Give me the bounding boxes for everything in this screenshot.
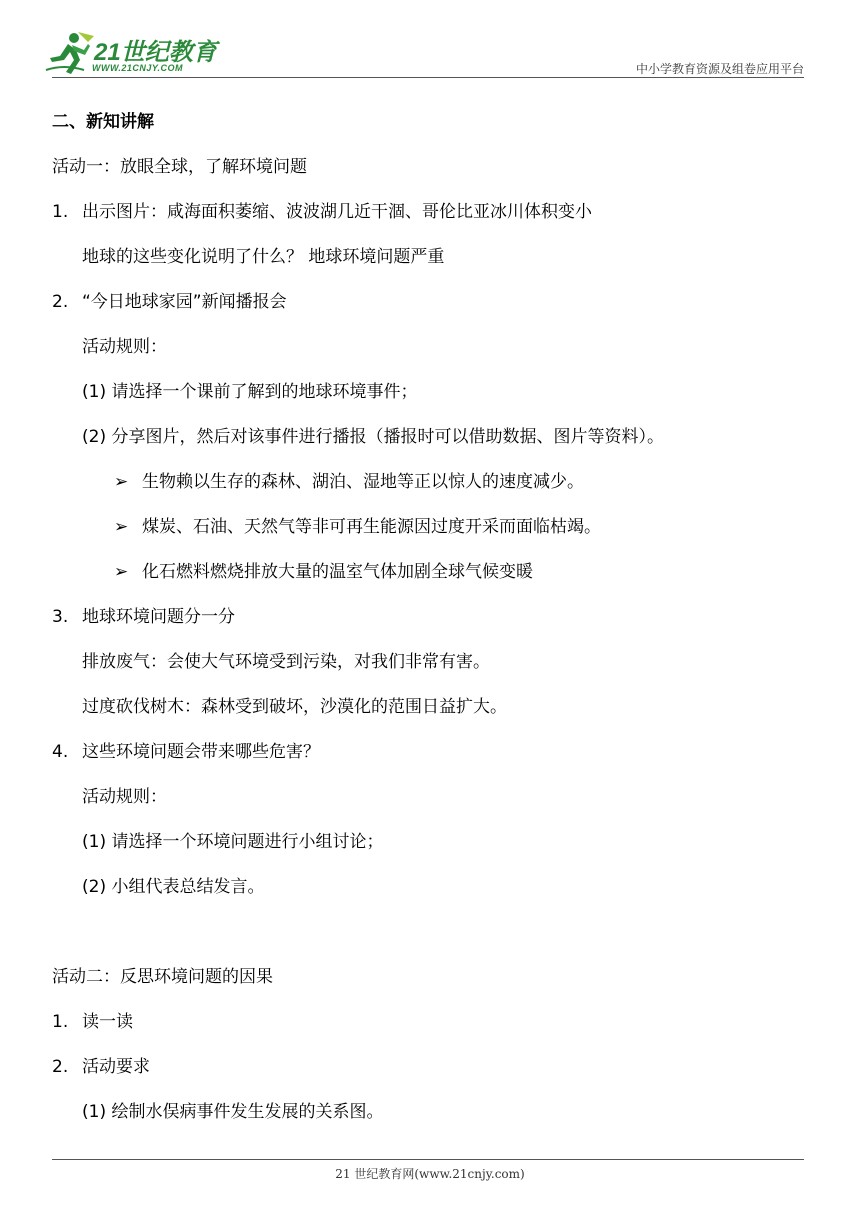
- header-divider: [52, 77, 804, 78]
- bullet-item: [114, 560, 533, 584]
- page-header: [0, 0, 860, 80]
- requirement-item: (1) 绘制水俣病事件发生发展的关系图。: [82, 1102, 384, 1122]
- activity-rules-label: 活动规则：: [82, 337, 167, 357]
- bullet-item: [114, 470, 584, 494]
- bullet-text: 生物赖以生存的森林、湖泊、湿地等正以惊人的速度减少。: [142, 472, 584, 492]
- footer-divider: [52, 1159, 804, 1160]
- activity-rules-label: 活动规则：: [82, 787, 167, 807]
- arrow-bullet-icon: ➢: [114, 472, 129, 492]
- bullet-item: [114, 515, 601, 539]
- header-platform-text: 中小学教育资源及组卷应用平台: [635, 62, 804, 76]
- list-item-text: 地球环境问题分一分: [82, 607, 235, 627]
- bullet-text: 化石燃料燃烧排放大量的温室气体加剧全球气候变暖: [142, 562, 533, 582]
- arrow-bullet-icon: ➢: [114, 562, 129, 582]
- list-number: 1.: [52, 1012, 69, 1032]
- rule-item: (2) 小组代表总结发言。: [82, 877, 265, 897]
- logo-brand-text: 21世纪教育: [94, 39, 217, 66]
- runner-logo-icon: [44, 30, 96, 76]
- rule-item: (2) 分享图片，然后对该事件进行播报（播报时可以借助数据、图片等资料）。: [82, 427, 664, 447]
- list-number: 2.: [52, 1057, 69, 1077]
- logo: [44, 30, 224, 78]
- list-number: 1.: [52, 202, 69, 222]
- arrow-bullet-icon: ➢: [114, 517, 129, 537]
- classification-item: 过度砍伐树木：森林受到破坏，沙漠化的范围日益扩大。: [82, 697, 507, 717]
- list-number: 3.: [52, 607, 69, 627]
- rule-item: (1) 请选择一个课前了解到的地球环境事件；: [82, 382, 418, 402]
- classification-item: 排放废气：会使大气环境受到污染，对我们非常有害。: [82, 652, 490, 672]
- rule-item: (1) 请选择一个环境问题进行小组讨论；: [82, 832, 384, 852]
- activity-one-heading: 活动一：放眼全球，了解环境问题: [52, 157, 307, 177]
- list-number: 4.: [52, 742, 69, 762]
- activity-two-heading: 活动二：反思环境问题的因果: [52, 967, 273, 987]
- logo-url-text: WWW.21CNJY.COM: [92, 63, 184, 73]
- page-footer: 21 世纪教育网(www.21cnjy.com): [335, 1167, 525, 1181]
- list-item-text: 出示图片：咸海面积萎缩、波波湖几近干涸、哥伦比亚冰川体积变小: [82, 202, 592, 222]
- list-item-text: 读一读: [82, 1012, 133, 1032]
- list-item-1-subtext: 地球的这些变化说明了什么？ 地球环境问题严重: [82, 247, 445, 267]
- list-number: 2.: [52, 292, 69, 312]
- list-item-text: 活动要求: [82, 1057, 150, 1077]
- section-title: 二、新知讲解: [52, 112, 154, 132]
- list-item-text: 这些环境问题会带来哪些危害？: [82, 742, 320, 762]
- list-item-text: “今日地球家园”新闻播报会: [82, 292, 287, 312]
- bullet-text: 煤炭、石油、天然气等非可再生能源因过度开采而面临枯竭。: [142, 517, 601, 537]
